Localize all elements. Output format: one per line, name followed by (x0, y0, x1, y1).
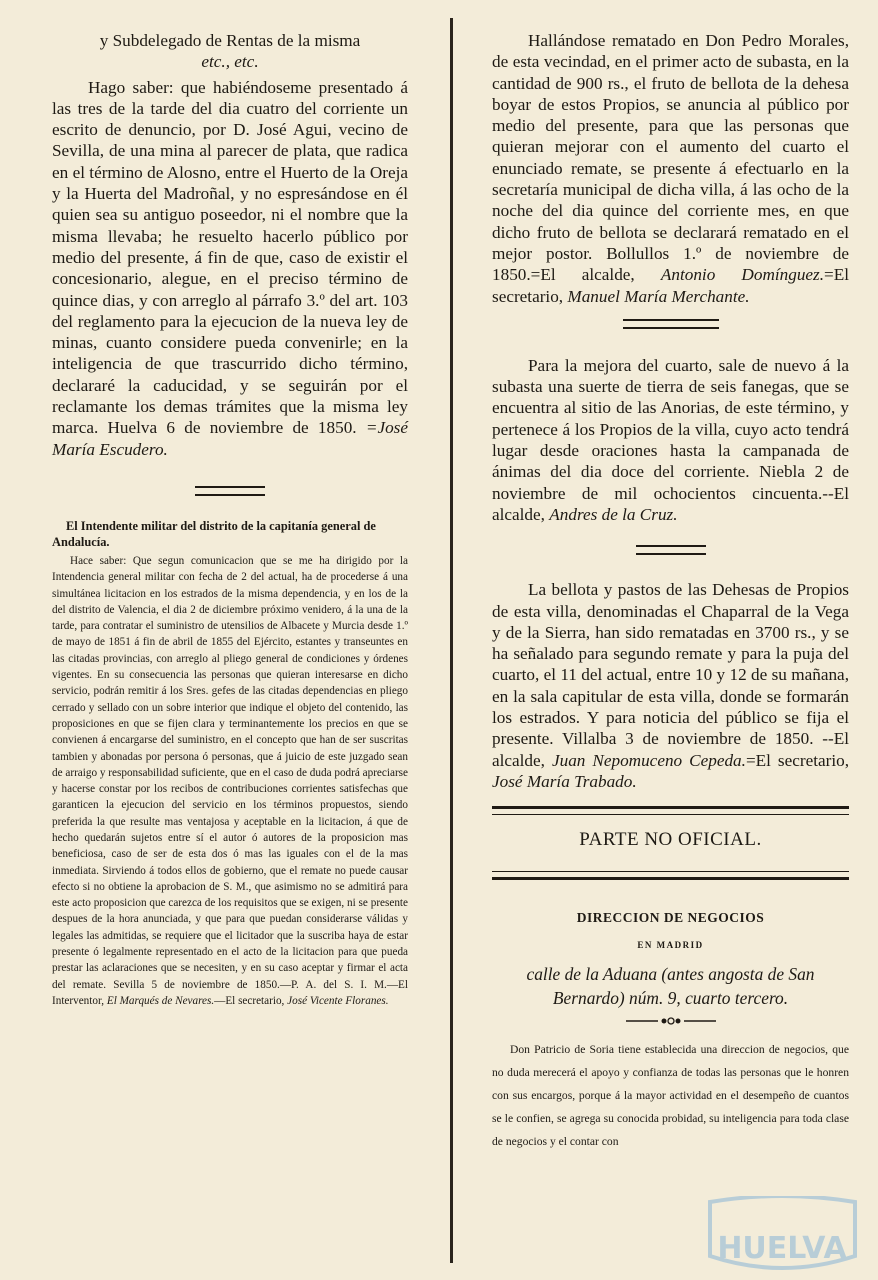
direccion-notice (492, 910, 849, 1153)
notice-signature: =José María Escudero. (52, 418, 408, 459)
direccion-address: calle de la Aduana (antes angosta de San Bernardo) núm. 9, cuarto tercero. (526, 964, 815, 1009)
villalba-alcalde: Juan Nepomuceno Cepeda. (551, 750, 746, 770)
direccion-body-wrap (492, 1038, 849, 1153)
intendente-signature-2: José Vicente Floranes. (287, 994, 389, 1007)
bollullos-body (492, 30, 849, 307)
bollullos-notice (492, 30, 849, 307)
column-divider (450, 18, 453, 1263)
notice-body-text: Hago saber: que habiéndoseme presentado á las tres de la tarde del dia cuatro del corriente un escrito de denuncio, por D. José Agui, vecino de Sevilla, de una mina al parecer de plata, que radica en el término de Alosno, entre el Huerto de la Oreja y la Huerta del Madroñal, y no espresándose en él quien sea su antiguo poseedor, ni el nombre que la misma llevaba; he resuelto hacerlo público por medio del presente, á fin de que, caso de existir el concesionario, alegue, en el preciso término de quince dias, y con arreglo al párrafo 3.º del art. 103 del reglamento para la ejecucion de la nueva ley de minas, cuanto considere pueda convenirle; en la inteligencia de que trascurrido dicho término, declararé la caducidad, y se seguirán por el reclamante los demas trámites que la misma ley marca. Huelva 6 de noviembre de 1850. (52, 77, 408, 438)
villalba-text: La bellota y pastos de las Dehesas de Propios de esta villa, denominadas el Chaparral de la Vega y de la Sierra, han sido rematadas en 3700 rs., y se ha señalado para segundo remate y para la puja del cuarto, el 11 del actual, entre 10 y 12 de su mañana, en la sala capitular de esta villa, donde se formarán los estrados. Y para noticia del público se fija el presente. Villalba 3 de noviembre de 1850. --El alcalde, (492, 580, 849, 770)
ornament-divider-icon (626, 1016, 716, 1026)
niebla-alcalde: Andres de la Cruz. (549, 504, 678, 524)
niebla-text: Para la mejora del cuarto, sale de nuevo á la subasta una suerte de tierra de seis fanegas, que se encuentra al sitio de las Anorias, de este término, y pertenece á los Propios de la villa, cuyo acto tendrá lugar desde oraciones hasta la campanada de ánimas del dia doce del corriente. Niebla 2 de noviembre de mil ochocientos cincuenta.--El alcalde, (492, 355, 849, 524)
stamp-text: HUELVA (717, 1231, 847, 1266)
separator-rule (623, 319, 719, 329)
section-break (492, 806, 849, 880)
villalba-notice (492, 579, 849, 792)
direccion-title: DIRECCION DE NEGOCIOS (576, 910, 765, 926)
right-column (492, 30, 849, 1153)
mina-notice (52, 30, 408, 460)
intendente-notice (52, 518, 408, 1009)
intendente-heading: El Intendente militar del distrito de la capitanía general de Andalucía. (52, 518, 376, 549)
niebla-notice (492, 355, 849, 525)
section-title: PARTE NO OFICIAL. (579, 829, 762, 851)
villalba-secretary-label: =El secretario, (745, 750, 850, 770)
double-rule-bottom (492, 871, 849, 880)
niebla-body (492, 355, 849, 525)
separator-rule (195, 486, 265, 496)
villalba-body (492, 579, 849, 792)
villalba-secretary: José María Trabado. (492, 771, 637, 791)
double-rule-top (492, 806, 849, 815)
bollullos-secretary: Manuel María Merchante. (567, 286, 750, 306)
intendente-body-text: Hace saber: Que segun comunicacion que se me ha dirigido por la Intendencia general militar con fecha de 2 del actual, ha de procederse á una simultánea licitacion en los estrados de la misma dependencia, y en los de la del distrito de Valencia, el dia 2 de diciembre próximo venidero, á la una de la tarde, para contratar el suministro de utensilios de Albacete y Murcia desde 1.º de mayo de 1851 á fin de abril de 1855 del Ejército, estantes y transeuntes en las citadas provincias, con arreglo al pliego general de condiciones y órdenes vigentes. En su consecuencia las personas que quieran interesarse en dicho servicio, podrán remitir á los Sres. gefes de las citadas dependencias en pliego cerrado y sellado con un sobre interior que indique el objeto del contenido, las proposiciones en que se fijen clara y terminantemente los precios en que se convienen á encargarse del suministro, en el concepto que han de ser suscritas tambien y abonadas por persona ó personas, que á juicio de este juzgado sean de arraigo y responsabilidad suficiente, que en el caso de duda podrá apreciarse y hacerse constar por los recibos de contribuciones corrientes satisfechas que garanticen la ejecucion del servicio en los términos propuestos, siendo preferida la que resulte mas ventajosa y aceptable en la licitacion, á que de hecho quedarán sujetos entre sí el autor ó autores de la proposicion mas beneficiosa, caso de ser de esta dos ó mas las iguales con el de la mas inmediata. Sirviendo á todos ellos de gobierno, que el remate no puede causar efecto si no obtiene la aprobacion de S. M., que asimismo no se admitirá para este acto proposicion que carezca de los requisitos que se exigen, ni se presente despues de la hora anunciada, y que para que puedan considerarse válidas y legales las admitidas, se requiere que el licitador que la suscriba haya de estar presente ó legalmente representado en el acto de la licitacion para que pueda prestar las aclaraciones que se necesiten, y en su caso aceptar y firmar el acta del remate. Sevilla 5 de noviembre de 1850.—P. A. del S. I. M.—El Interventor, (52, 554, 408, 1007)
intendente-signature-1: El Marqués de Nevares. (106, 994, 215, 1007)
intendente-body (52, 553, 408, 1009)
bollullos-text: Hallándose rematado en Don Pedro Morales, de esta vecindad, en el primer acto de subasta, en la cantidad de 900 rs., el fruto de bellota de la dehesa boyar de estos Propios, se anuncia al público por medio del presente, para que las personas que quieran mejorar con el aumento del cuarto el enunciado remate, se presente á efectuarlo en la secretaría municipal de dicha villa, á las ocho de la noche del dia quince del corriente mes, en que dicho fruto de bellota se declarará rematado en el mejor postor. Bollullos 1.º de noviembre de 1850.=El alcalde, (492, 31, 849, 285)
bollullos-secretary-label: =El secretario, (492, 265, 849, 306)
separator-rule (636, 545, 706, 555)
direccion-city: EN MADRID (637, 940, 704, 951)
bollullos-alcalde: Antonio Domínguez. (660, 265, 825, 285)
direccion-body: Don Patricio de Soria tiene establecida una direccion de negocios, que no duda merecerá el apoyo y confianza de todas las personas que le honren con sus encargos, porque á la mayor actividad en el desempeño de cuantos se le confien, se agrega su conocida probidad, su inteligencia para toda clase de negocios y el contar con (492, 1043, 849, 1149)
notice-heading-tail: y Subdelegado de Rentas de la misma (99, 31, 361, 50)
notice-heading-etc: etc., etc. (201, 52, 259, 72)
library-stamp-icon (690, 1196, 875, 1280)
notice-body (52, 77, 408, 460)
intendente-secretary-label: —El secretario, (214, 994, 285, 1007)
left-column (52, 30, 408, 1009)
